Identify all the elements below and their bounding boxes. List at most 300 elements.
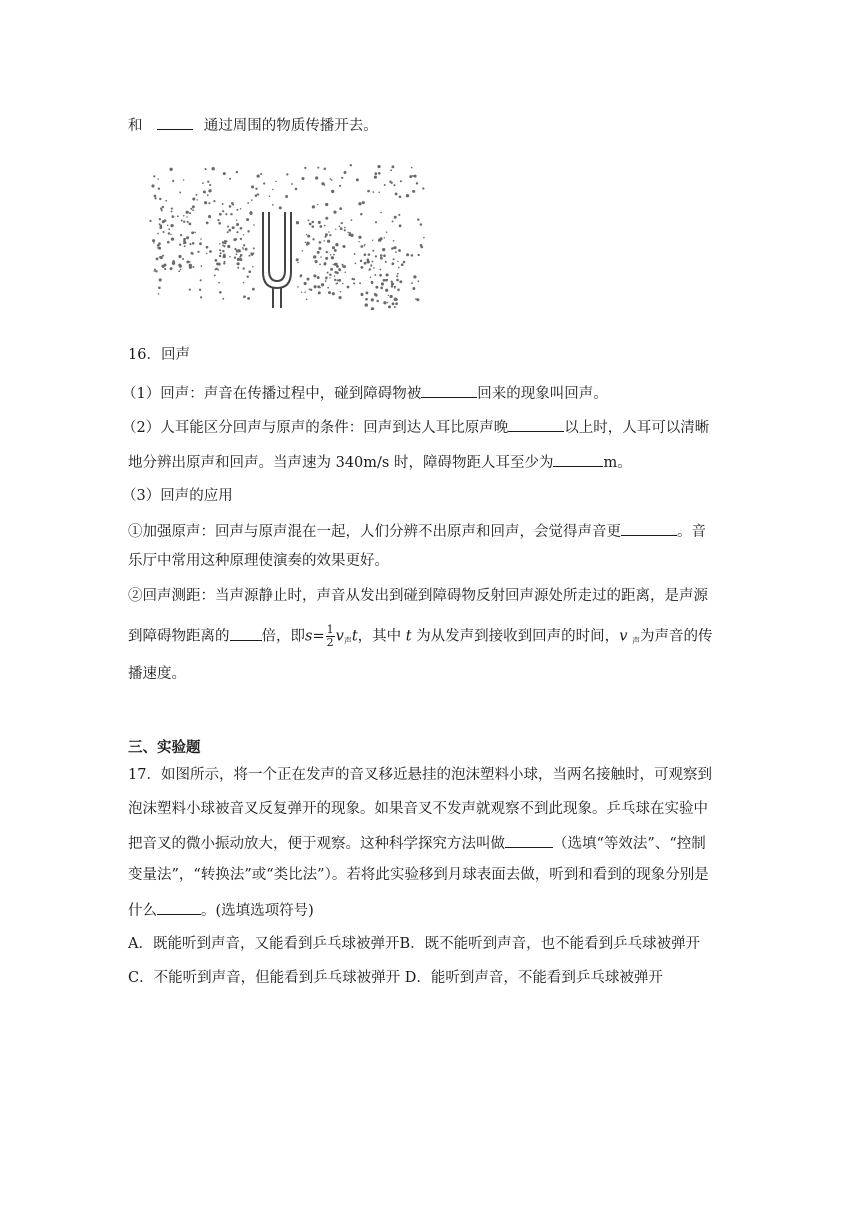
particle-dot bbox=[374, 274, 376, 276]
particle-dot bbox=[377, 165, 380, 168]
particle-dot bbox=[230, 213, 232, 215]
particle-dot bbox=[237, 267, 239, 269]
q17-options-row-1 bbox=[128, 934, 700, 954]
particle-dot bbox=[414, 175, 417, 178]
particle-dot bbox=[154, 197, 156, 199]
particle-dot bbox=[360, 293, 363, 296]
particle-dot bbox=[222, 210, 224, 212]
particle-dot bbox=[364, 253, 367, 256]
particle-dot bbox=[360, 260, 362, 262]
particle-dot bbox=[333, 254, 335, 256]
particle-dot bbox=[248, 255, 250, 257]
particle-dot bbox=[361, 266, 364, 269]
particle-dot bbox=[309, 223, 312, 226]
particle-dot bbox=[345, 271, 347, 273]
particle-dot bbox=[391, 280, 393, 282]
particle-dot bbox=[158, 286, 161, 289]
particle-dot bbox=[378, 172, 381, 175]
particle-dot bbox=[243, 267, 245, 269]
q16-p1-blank bbox=[421, 382, 477, 398]
particle-dot bbox=[219, 243, 220, 244]
particle-dot bbox=[189, 261, 191, 263]
particle-dot bbox=[252, 266, 254, 268]
particle-dot bbox=[334, 249, 337, 252]
particle-dot bbox=[200, 296, 202, 298]
particle-dot bbox=[153, 175, 155, 177]
q16-p6-text-c: ，其中 bbox=[357, 628, 402, 645]
particle-dot bbox=[234, 248, 236, 250]
particle-dot bbox=[330, 254, 331, 255]
particle-dot bbox=[183, 179, 185, 181]
particle-dot bbox=[304, 282, 307, 285]
particle-dot bbox=[196, 199, 198, 201]
q15-prefix: 和 bbox=[128, 118, 143, 134]
particle-dot bbox=[157, 178, 159, 180]
particle-dot bbox=[318, 221, 321, 224]
particle-dot bbox=[217, 219, 219, 221]
particle-dot bbox=[222, 241, 225, 244]
particle-dot bbox=[319, 241, 322, 244]
particle-dot bbox=[325, 280, 327, 282]
particle-dot bbox=[189, 264, 192, 267]
particle-dot bbox=[194, 232, 196, 234]
particle-dot bbox=[335, 229, 336, 230]
particle-dot bbox=[368, 253, 371, 256]
particle-dot bbox=[380, 255, 381, 256]
particle-dot bbox=[390, 169, 392, 171]
particle-dot bbox=[167, 225, 169, 227]
particle-dot bbox=[398, 267, 400, 269]
particle-dot bbox=[383, 301, 386, 304]
particle-dot bbox=[234, 256, 236, 258]
particle-dot bbox=[212, 167, 215, 170]
particle-dot bbox=[341, 264, 343, 266]
particle-dot bbox=[376, 300, 379, 303]
particle-dot bbox=[153, 242, 154, 243]
particle-dot bbox=[306, 244, 307, 245]
particle-dot bbox=[228, 229, 231, 232]
q16-p6-text-a: 到障碍物距离的 bbox=[128, 628, 230, 645]
particle-dot bbox=[301, 177, 304, 180]
particle-dot bbox=[215, 259, 218, 262]
particle-dot bbox=[347, 286, 350, 289]
particle-dot bbox=[339, 226, 341, 228]
particle-dot bbox=[260, 173, 262, 175]
particle-dot bbox=[189, 212, 191, 214]
q16-p6b: 播速度。 bbox=[128, 666, 186, 682]
particle-dot bbox=[168, 228, 170, 230]
particle-dot bbox=[156, 258, 159, 261]
particle-dot bbox=[333, 211, 336, 214]
particle-dot bbox=[370, 264, 372, 266]
particle-dot bbox=[251, 199, 253, 201]
q16-p1-text-a: （1）回声：声音在传播过程中，碰到障碍物被 bbox=[122, 386, 422, 402]
q15-suffix: 通过周围的物质传播开去。 bbox=[203, 118, 378, 134]
particle-dot bbox=[197, 251, 199, 253]
particle-dot bbox=[325, 203, 328, 206]
particle-dot bbox=[236, 171, 238, 173]
particle-dot bbox=[253, 224, 255, 226]
particle-dot bbox=[246, 275, 248, 277]
particle-dot bbox=[406, 253, 409, 256]
particle-dot bbox=[325, 277, 327, 279]
particle-dot bbox=[223, 262, 225, 264]
particle-dot bbox=[394, 306, 396, 308]
particle-dot bbox=[392, 302, 395, 305]
particle-dot bbox=[245, 248, 248, 251]
particle-dot bbox=[192, 266, 194, 268]
particle-dot bbox=[186, 211, 189, 214]
particle-dot bbox=[209, 250, 212, 253]
particle-dot bbox=[250, 211, 252, 213]
particle-dot bbox=[317, 167, 319, 169]
particle-dot bbox=[375, 255, 377, 257]
particle-dot bbox=[354, 253, 356, 255]
particle-dot bbox=[227, 225, 229, 227]
particle-dot bbox=[365, 298, 368, 301]
particle-dot bbox=[317, 251, 320, 254]
particle-dot bbox=[302, 250, 304, 252]
q16-p6-text-b: 倍，即 bbox=[261, 628, 305, 645]
particle-dot bbox=[331, 179, 333, 181]
particle-dot bbox=[416, 182, 418, 184]
particle-dot bbox=[179, 191, 181, 193]
particle-dot bbox=[340, 227, 343, 230]
particle-dot bbox=[365, 303, 368, 306]
particle-dot bbox=[206, 253, 208, 255]
option-a: A．既能听到声音，又能看到乒乓球被弹开 bbox=[128, 936, 400, 952]
q16-p4-text-a: ①加强原声：回声与原声混在一起，人们分辨不出原声和回声，会觉得声音更 bbox=[128, 524, 621, 540]
formula-fraction bbox=[326, 624, 335, 649]
particle-dot bbox=[390, 182, 392, 184]
particle-dot bbox=[170, 224, 173, 227]
particle-dot bbox=[397, 261, 398, 262]
particle-dot bbox=[385, 289, 388, 292]
particle-dot bbox=[396, 298, 398, 300]
particle-dot bbox=[422, 187, 424, 189]
particle-dot bbox=[327, 272, 329, 274]
q16-p4-blank bbox=[621, 520, 677, 536]
particle-dot bbox=[196, 194, 198, 196]
particle-dot bbox=[331, 190, 334, 193]
particle-dot bbox=[401, 263, 404, 266]
particle-dot bbox=[304, 291, 305, 292]
q16-p2 bbox=[122, 416, 709, 438]
particle-dot bbox=[381, 282, 384, 285]
particle-dot bbox=[219, 249, 221, 251]
particle-dot bbox=[296, 221, 299, 224]
particle-dot bbox=[313, 255, 316, 258]
particle-dot bbox=[332, 246, 335, 249]
q16-p2-blank bbox=[508, 416, 564, 432]
particle-dot bbox=[360, 245, 363, 248]
particle-dot bbox=[240, 238, 242, 240]
particle-dot bbox=[171, 208, 173, 210]
particle-dot bbox=[159, 256, 161, 258]
particle-dot bbox=[305, 242, 307, 244]
particle-dot bbox=[392, 263, 394, 265]
particle-dot bbox=[400, 180, 402, 182]
particle-dot bbox=[327, 240, 330, 243]
option-c: C．不能听到声音，但能看到乒乓球被弹开 bbox=[128, 970, 401, 986]
particle-dot bbox=[344, 229, 346, 231]
particle-dot bbox=[170, 267, 173, 270]
particle-dot bbox=[355, 263, 357, 265]
q17-line-3-text-a: 把音叉的微小振动放大，便于观察。这种科学探究方法叫做 bbox=[128, 836, 505, 852]
particle-dot bbox=[165, 200, 167, 202]
particle-dot bbox=[413, 275, 416, 278]
particle-dot bbox=[236, 254, 238, 256]
particle-dot bbox=[321, 182, 324, 185]
particle-dot bbox=[160, 224, 163, 227]
particle-dot bbox=[164, 268, 166, 270]
particle-dot bbox=[158, 293, 160, 295]
particle-dot bbox=[385, 261, 387, 263]
particle-dot bbox=[420, 223, 423, 226]
particle-dot bbox=[209, 184, 211, 186]
particle-dot bbox=[219, 255, 221, 257]
formula-t: t bbox=[351, 628, 358, 645]
particle-dot bbox=[358, 236, 361, 239]
particle-dot bbox=[339, 207, 342, 210]
particle-dot bbox=[335, 243, 338, 246]
particle-dot bbox=[375, 221, 377, 223]
particle-dot bbox=[399, 224, 402, 227]
particle-dot bbox=[159, 198, 161, 200]
particle-dot bbox=[222, 203, 224, 205]
particle-dot bbox=[214, 274, 216, 276]
particle-dot bbox=[252, 288, 255, 291]
particle-dot bbox=[255, 194, 258, 197]
particle-dot bbox=[297, 286, 299, 288]
particle-dot bbox=[203, 190, 206, 193]
particle-dot bbox=[312, 221, 315, 224]
particle-dot bbox=[236, 262, 239, 265]
particle-dot bbox=[385, 279, 388, 282]
particle-dot bbox=[243, 282, 244, 283]
particle-dot bbox=[200, 238, 202, 240]
particle-dot bbox=[307, 235, 310, 238]
particle-dot bbox=[365, 291, 368, 294]
particle-dot bbox=[219, 213, 222, 216]
particle-dot bbox=[243, 244, 245, 246]
q17-line-5 bbox=[128, 899, 314, 921]
particle-dot bbox=[389, 295, 392, 298]
particle-dot bbox=[206, 246, 209, 249]
q15-tail-line bbox=[128, 114, 378, 136]
particle-dot bbox=[406, 194, 409, 197]
particle-dot bbox=[411, 282, 413, 284]
particle-dot bbox=[329, 234, 331, 236]
q17-line-1: 17．如图所示，将一个正在发声的音叉移近悬挂的泡沫塑料小球，当两名接触时，可观察到 bbox=[128, 767, 712, 783]
particle-dot bbox=[334, 275, 335, 276]
air-particle-dots bbox=[149, 164, 424, 310]
particle-dot bbox=[337, 279, 339, 281]
particle-dot bbox=[423, 237, 425, 239]
particle-dot bbox=[247, 297, 250, 300]
q16-p6-text-d: 为从发声到接收到回声的时间， bbox=[416, 628, 620, 645]
particle-dot bbox=[296, 258, 299, 261]
particle-dot bbox=[162, 255, 164, 257]
particle-dot bbox=[213, 200, 215, 202]
particle-dot bbox=[169, 168, 172, 171]
particle-dot bbox=[192, 242, 195, 245]
particle-dot bbox=[222, 298, 224, 300]
particle-dot bbox=[229, 178, 231, 180]
particle-dot bbox=[383, 279, 386, 282]
particle-dot bbox=[339, 269, 341, 271]
particle-dot bbox=[409, 175, 412, 178]
particle-dot bbox=[183, 215, 185, 217]
particle-dot bbox=[356, 178, 359, 181]
particle-dot bbox=[351, 219, 353, 221]
particle-dot bbox=[327, 287, 329, 289]
particle-dot bbox=[184, 245, 186, 247]
particle-dot bbox=[236, 219, 237, 220]
particle-dot bbox=[242, 247, 244, 249]
particle-dot bbox=[184, 241, 187, 244]
particle-dot bbox=[371, 281, 374, 284]
particle-dot bbox=[318, 247, 321, 250]
particle-dot bbox=[186, 236, 189, 239]
particle-dot bbox=[371, 307, 374, 310]
q16-p2-text-a: （2）人耳能区分回声与原声的条件：回声到达人耳比原声晚 bbox=[122, 420, 509, 436]
particle-dot bbox=[251, 253, 254, 256]
particle-dot bbox=[240, 208, 242, 210]
particle-dot bbox=[192, 197, 195, 200]
particle-dot bbox=[189, 243, 191, 245]
formula-equals: = bbox=[312, 628, 325, 645]
particle-dot bbox=[386, 231, 388, 233]
particle-dot bbox=[240, 254, 243, 257]
q17-line-4: 变量法”，“转换法”或“类比法”）。若将此实验移到月球表面去做，听到和看到的现象分别是 bbox=[128, 867, 709, 883]
particle-dot bbox=[397, 273, 399, 275]
particle-dot bbox=[178, 255, 181, 258]
q16-p6-v: v bbox=[619, 628, 628, 645]
particle-dot bbox=[395, 251, 397, 253]
q16-title: 16．回声 bbox=[128, 347, 190, 363]
particle-dot bbox=[371, 298, 374, 301]
particle-dot bbox=[380, 212, 382, 214]
particle-dot bbox=[218, 282, 220, 284]
particle-dot bbox=[331, 256, 334, 259]
particle-dot bbox=[192, 205, 195, 208]
particle-dot bbox=[204, 201, 207, 204]
particle-dot bbox=[350, 164, 352, 166]
particle-dot bbox=[152, 239, 155, 242]
q16-p4 bbox=[128, 520, 706, 542]
particle-dot bbox=[367, 260, 370, 263]
particle-dot bbox=[218, 222, 221, 225]
particle-dot bbox=[343, 265, 346, 268]
particle-dot bbox=[183, 221, 185, 223]
particle-dot bbox=[338, 279, 341, 282]
particle-dot bbox=[222, 250, 224, 252]
particle-dot bbox=[190, 208, 192, 210]
q16-p2b-text-a: 地分辨出原声和回声。当声速为 340m/s 时，障碍物距人耳至少为 bbox=[128, 455, 554, 471]
particle-dot bbox=[315, 176, 318, 179]
particle-dot bbox=[172, 180, 174, 182]
particle-dot bbox=[391, 282, 394, 285]
q16-p2b-text-b: m。 bbox=[603, 455, 632, 471]
particle-dot bbox=[272, 189, 273, 190]
particle-dot bbox=[388, 305, 391, 308]
particle-dot bbox=[191, 231, 194, 234]
particle-dot bbox=[403, 261, 406, 264]
particle-dot bbox=[154, 195, 157, 198]
particle-dot bbox=[328, 231, 330, 233]
particle-dot bbox=[312, 238, 314, 240]
particle-dot bbox=[324, 262, 326, 264]
particle-dot bbox=[219, 291, 222, 294]
particle-dot bbox=[392, 220, 394, 222]
particle-dot bbox=[208, 202, 210, 204]
particle-dot bbox=[161, 265, 164, 268]
particle-dot bbox=[223, 245, 225, 247]
particle-dot bbox=[192, 253, 194, 255]
particle-dot bbox=[371, 261, 373, 263]
formula-v: v bbox=[335, 628, 344, 645]
particle-dot bbox=[411, 254, 414, 257]
particle-dot bbox=[347, 232, 348, 233]
particle-dot bbox=[168, 232, 170, 234]
option-d: D．能听到声音，不能看到乒乓球被弹开 bbox=[404, 970, 663, 986]
particle-dot bbox=[374, 172, 377, 175]
q16-p6-blank bbox=[230, 625, 262, 641]
particle-dot bbox=[370, 277, 372, 279]
particle-dot bbox=[225, 240, 227, 242]
particle-dot bbox=[372, 250, 374, 252]
particle-dot bbox=[387, 302, 388, 303]
particle-dot bbox=[243, 234, 244, 235]
particle-dot bbox=[247, 202, 249, 204]
particle-dot bbox=[383, 254, 386, 257]
particle-dot bbox=[236, 223, 239, 226]
q16-p2b bbox=[128, 451, 632, 473]
particle-dot bbox=[379, 274, 382, 277]
particle-dot bbox=[317, 204, 318, 205]
particle-dot bbox=[349, 232, 351, 234]
particle-dot bbox=[220, 252, 222, 254]
particle-dot bbox=[310, 289, 312, 291]
q16-p1-text-b: 回来的现象叫回声。 bbox=[477, 386, 608, 402]
particle-dot bbox=[162, 221, 164, 223]
particle-dot bbox=[317, 285, 320, 288]
particle-dot bbox=[332, 292, 335, 295]
particle-dot bbox=[342, 283, 344, 285]
particle-dot bbox=[393, 184, 395, 186]
particle-dot bbox=[353, 278, 355, 280]
q16-p4-text-b: 。音 bbox=[677, 524, 706, 540]
particle-dot bbox=[374, 176, 377, 179]
particle-dot bbox=[393, 247, 395, 249]
q16-p2-text-b: 以上时，人耳可以清晰 bbox=[564, 420, 710, 436]
particle-dot bbox=[297, 262, 299, 264]
particle-dot bbox=[172, 262, 175, 265]
q17-line-5-text-a: 什么 bbox=[128, 903, 157, 919]
particle-dot bbox=[243, 295, 246, 298]
particle-dot bbox=[164, 219, 167, 222]
particle-dot bbox=[373, 267, 375, 269]
particle-dot bbox=[393, 240, 395, 242]
particle-dot bbox=[372, 240, 373, 241]
particle-dot bbox=[339, 185, 341, 187]
particle-dot bbox=[360, 213, 362, 215]
particle-dot bbox=[208, 215, 211, 218]
particle-dot bbox=[170, 233, 172, 235]
particle-dot bbox=[223, 172, 226, 175]
particle-dot bbox=[312, 225, 315, 228]
